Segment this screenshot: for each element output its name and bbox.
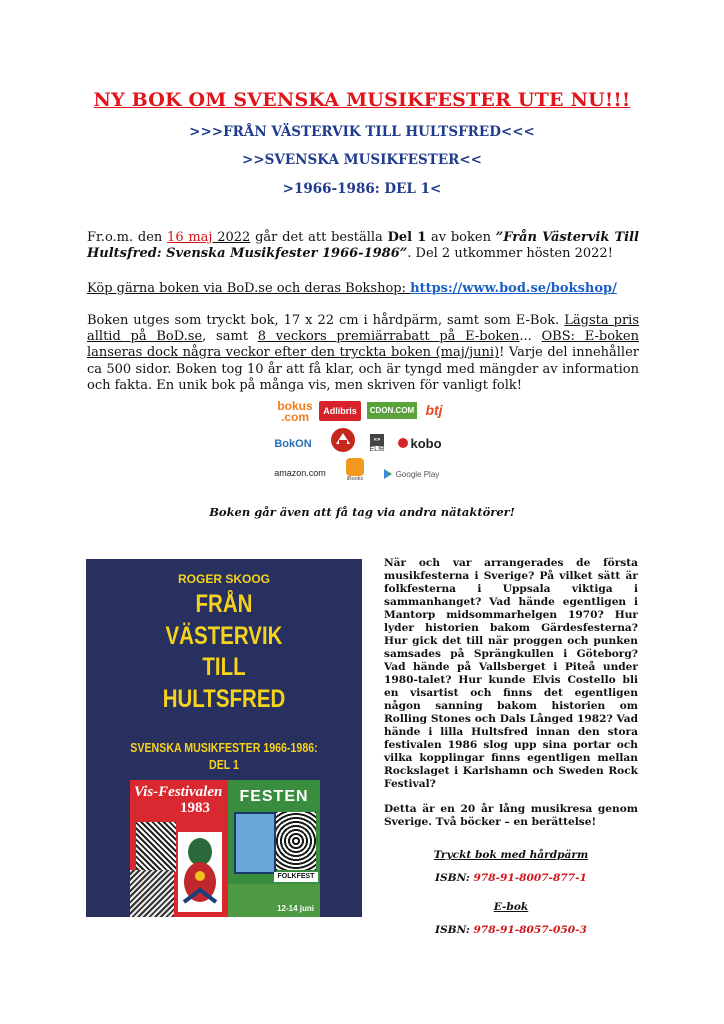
poster-festen-text: FESTEN — [239, 788, 309, 805]
poster-panel — [234, 812, 276, 874]
elib-logo — [366, 429, 388, 457]
elib-icon: «» — [370, 434, 384, 446]
subtitle-1: >>>FRÅN VÄSTERVIK TILL HULTSFRED<<< — [189, 124, 535, 140]
book-title: ”Från Västervik Till Hultsfred: Svenska Musikfester 1966-1986” — [87, 230, 639, 262]
google-play-logo — [378, 466, 444, 482]
text: går det att beställa — [250, 230, 388, 245]
description-tagline: Detta är en 20 år lång musikresa genom Sverige. Två böcker – en berättelse! — [384, 803, 638, 828]
poster-panel — [276, 812, 316, 870]
cover-title-line: FRÅN — [195, 590, 253, 618]
cover-title-line: HULTSFRED — [162, 684, 286, 713]
cover-subtitle-line: SVENSKA MUSIKFESTER 1966-1986: — [130, 741, 318, 755]
text: OBS: E-boken lanseras dock några veckor efter den tryckta boken (maj/juni) — [87, 329, 639, 361]
print-edition-label: Tryckt bok med hårdpärm — [433, 849, 589, 861]
btj-logo: btj — [425, 402, 443, 418]
isbn-label: ISBN: — [435, 872, 474, 884]
akademibokhandeln-icon — [330, 427, 356, 453]
part-label: Del 1 — [387, 230, 427, 245]
visfestival-poster — [130, 780, 228, 917]
ibooks-logo — [342, 455, 368, 485]
kobo-text: kobo — [410, 435, 442, 451]
text: Fr.o.m. den — [87, 230, 168, 245]
cover-subtitle-line: DEL 1 — [209, 758, 239, 772]
book-cover — [86, 559, 362, 917]
cover-title-line: VÄSTERVIK — [165, 621, 283, 650]
google-play-icon — [383, 469, 393, 479]
elib-text: ELIB — [369, 445, 385, 453]
bokus-text: bokus — [277, 399, 313, 413]
ibooks-text: iBooks — [346, 476, 364, 482]
isbn-label: ISBN: — [435, 924, 474, 936]
poster-dates-text: 12-14 juni — [277, 904, 314, 913]
bokus-logo — [276, 399, 314, 425]
cover-title-line: TILL — [202, 653, 246, 681]
bokon-logo: BokON — [274, 438, 312, 450]
poster-visfest-text: Vis-Festivalen — [134, 784, 223, 800]
intro-paragraph-2 — [87, 281, 639, 297]
intro-paragraph-3 — [87, 313, 639, 394]
intro-paragraph-1 — [87, 230, 639, 262]
cover-author: ROGER SKOOG — [177, 572, 270, 586]
cover-title — [111, 589, 337, 715]
text: Boken utges som tryckt bok, 17 x 22 cm i hårdpärm, samt som E-Bok. — [87, 313, 565, 328]
poster-folkfest-text: FOLKFEST — [274, 872, 318, 882]
page-title: NY BOK OM SVENSKA MUSIKFESTER UTE NU!!! — [93, 89, 631, 111]
isbn-ebook-value: 978-91-8057-050-3 — [473, 924, 587, 936]
poster-figure-icon — [178, 832, 222, 912]
text: . Del 2 utkommer hösten 2022! — [407, 246, 613, 262]
text: Lägsta pris alltid på BoD.se — [87, 313, 639, 345]
isbn-print-value: 978-91-8007-877-1 — [473, 872, 587, 884]
text: av boken — [426, 230, 496, 245]
description-paragraph: När och var arrangerades de första musikfesterna i Sverige? På vilket sätt är folkfesterna i Uppsala viktiga i sammanhanget? Vad hände egentligen i Mantorp midsommarhelgen 1970? Hur lyder historien bakom Gärdesfesterna? Hur gick det till när proggen och punken samsades på Sprängkullen i Göteborg? Vad hände på Vallsberget i Piteå under 1980-talet? Hur kunde Elvis Costello bli en visartist och finns det egentligen någon sanning bakom historien om Rolling Stones och Dals Långed 1982? Vad hände i lilla Hultsfred innan den stora festivalen 1986 slog upp sina portar och vilka kopplingar finns egentligen mellan Rockslaget i Karlshamn och Sweden Rock Festival? — [384, 557, 638, 790]
subtitle-2: >>SVENSKA MUSIKFESTER<< — [242, 152, 482, 168]
google-play-text: Google Play — [395, 469, 440, 479]
text: , samt — [202, 329, 258, 345]
akademibokhandeln-logo — [328, 426, 358, 454]
print-isbn — [384, 872, 638, 885]
poster-figure-panel — [178, 832, 222, 912]
text: 8 veckors premiärrabatt på E-boken — [257, 329, 520, 345]
ebook-edition-label: E-bok — [493, 901, 529, 913]
amazon-logo: amazon.com — [274, 468, 326, 478]
bokus-text-2: .com — [280, 410, 309, 424]
text: ! Varje del innehåller ca 500 sidor. Boken tog 10 år att få klar, och är tyngd med mängder av information och fakta. En unik bok på många vis, men skriven för vanligt folk! — [87, 345, 639, 393]
release-year: 2022 — [212, 230, 251, 245]
retailers-caption: Boken går även att få tag via andra nätaktörer! — [209, 505, 515, 519]
kobo-icon — [398, 438, 408, 448]
cover-subtitle — [107, 740, 342, 774]
text: Köp gärna boken via BoD.se och deras Bokshop: — [87, 281, 411, 296]
festen-poster — [228, 780, 320, 917]
adlibris-logo: Adlibris — [319, 401, 361, 421]
book-description — [384, 557, 638, 947]
ebook-isbn — [384, 924, 638, 937]
ibooks-icon — [346, 458, 364, 476]
poster-pattern — [136, 822, 176, 872]
retailer-logos — [270, 393, 450, 485]
text: ... — [519, 329, 542, 345]
bokshop-link[interactable]: https://www.bod.se/bokshop/ — [410, 281, 617, 296]
poster-year-text: 1983 — [180, 800, 210, 816]
kobo-logo — [396, 433, 444, 453]
subtitle-3: >1966-1986: DEL 1< — [282, 181, 442, 197]
cdon-logo: CDON.COM — [367, 402, 417, 419]
poster-bottom — [228, 884, 320, 917]
poster-pattern — [130, 870, 174, 917]
release-date: 16 maj — [167, 230, 213, 245]
